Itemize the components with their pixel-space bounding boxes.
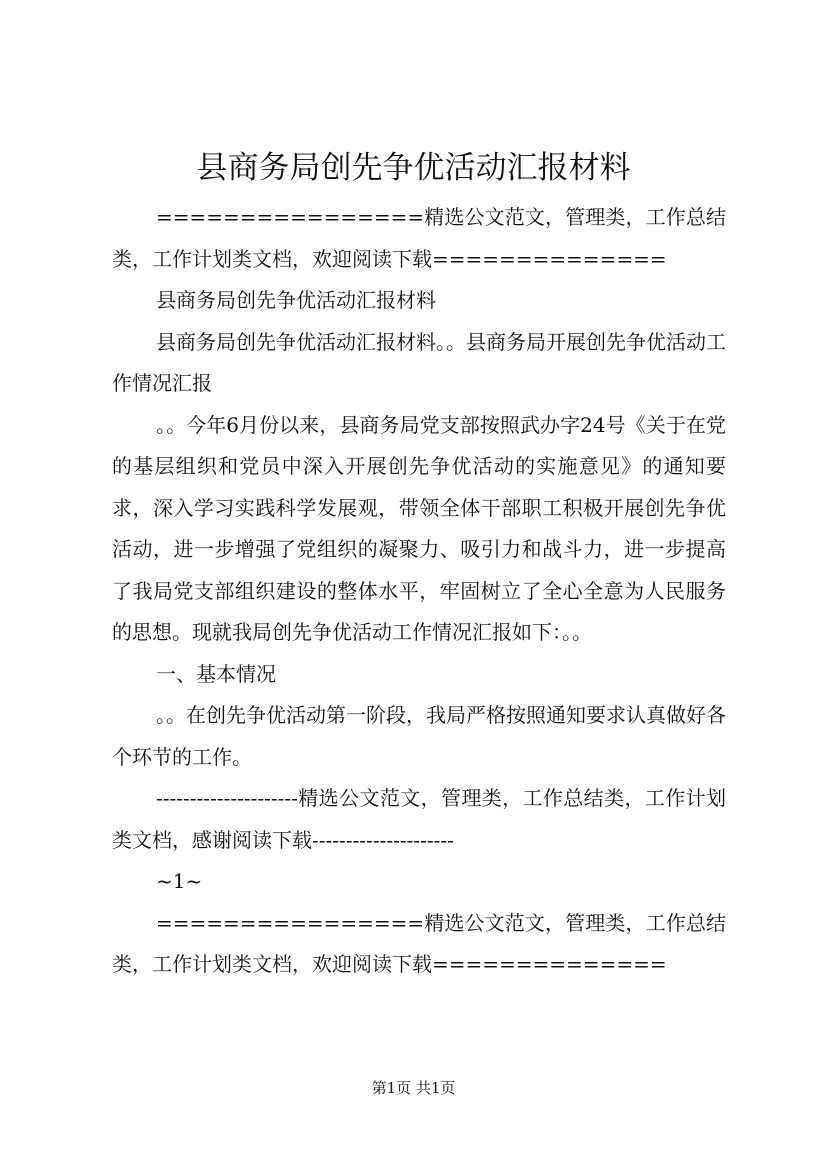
document-title: 县商务局创先争优活动汇报材料 <box>196 150 631 186</box>
main-paragraph: 。。今年6月份以来，县商务局党支部按照武办字24号《关于在党的基层组织和党员中深入开展创先争优活动的实施意见》的通知要求，深入学习实践科学发展观，带领全体干部职工积极开展创先争优活动，进一步增强了党组织的凝聚力、吸引力和战斗力，进一步提高了我局党支部组织建设的整体水平，牢固树立了全心全意为人民服务的思想。现就我局创先争优活动工作情况汇报如下：。。 <box>112 412 726 644</box>
intro-paragraph: 县商务局创先争优活动汇报材料。。县商务局开展创先争优活动工作情况汇报 <box>112 329 726 395</box>
subtitle-paragraph: 县商务局创先争优活动汇报材料 <box>156 288 436 312</box>
footer-banner: ---------------------精选公文范文，管理类，工作总结类，工作计划类文档，感谢阅读下载--------------------- <box>112 786 726 852</box>
page-footer: 第1页 共1页 <box>371 1079 456 1097</box>
document-body <box>112 197 726 986</box>
section-paragraph: 。。在创先争优活动第一阶段，我局严格按照通知要求认真做好各个环节的工作。 <box>112 703 726 769</box>
section-heading: 一、基本情况 <box>156 661 276 686</box>
header-banner-repeat: ================精选公文范文，管理类，工作总结类，工作计划类文档，欢迎阅读下载============== <box>112 910 726 976</box>
header-banner: ================精选公文范文，管理类，工作总结类，工作计划类文档，欢迎阅读下载============== <box>112 205 726 271</box>
page-marker: ~1~ <box>156 869 203 893</box>
